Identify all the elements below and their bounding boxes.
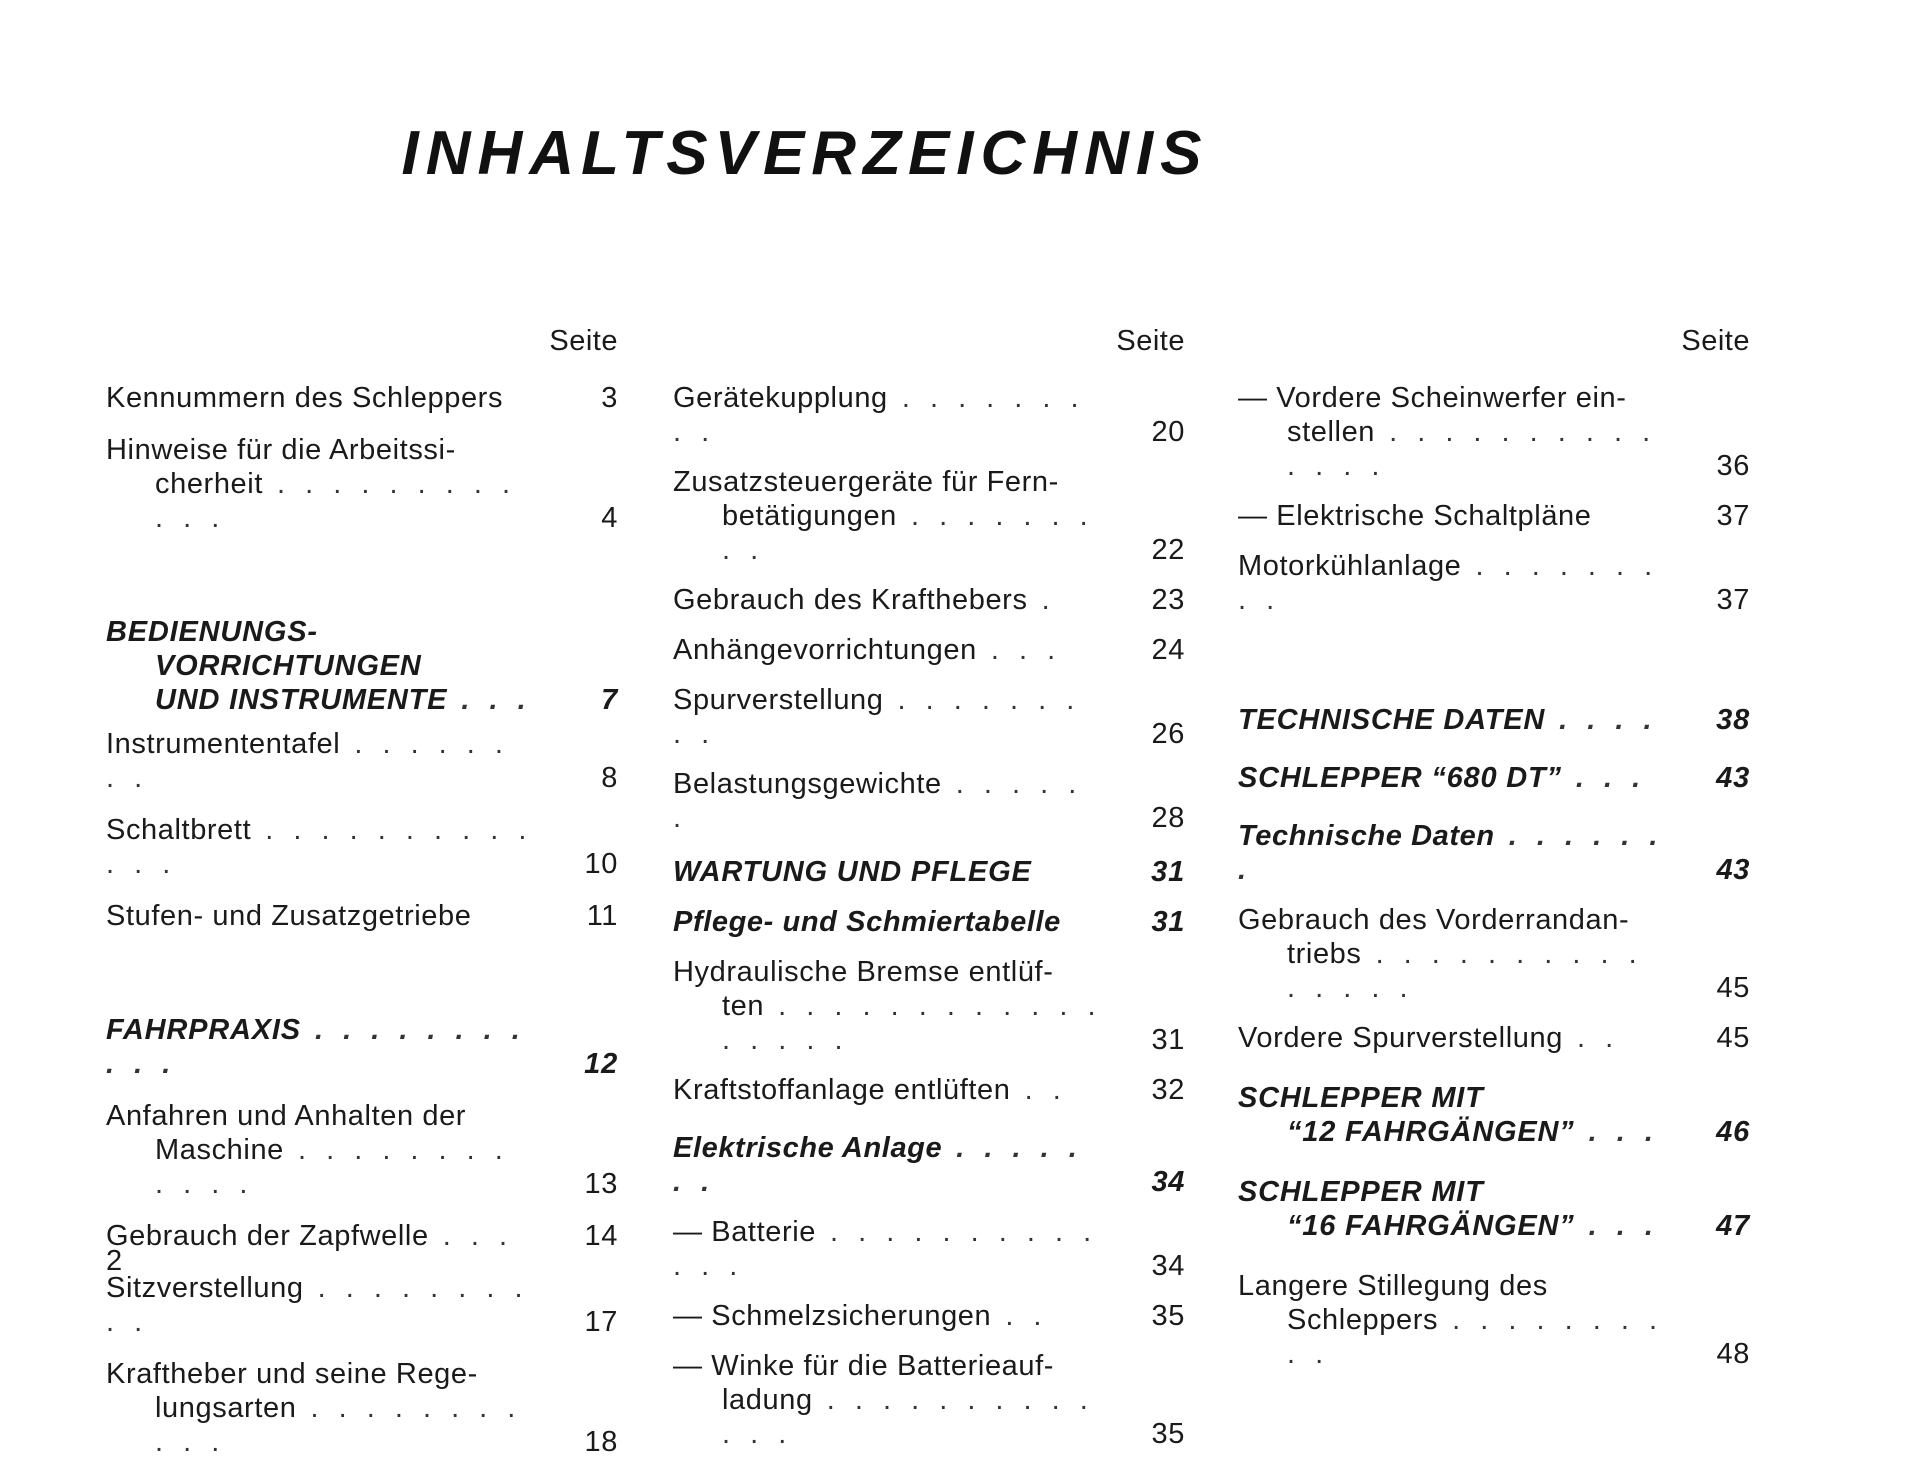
toc-entry-line: TECHNISCHE DATEN . . . . [1238,704,1658,736]
leader-dots: . . . . . . . . . . . . . [673,1216,1098,1282]
toc-entry-title [106,813,536,881]
toc-page-number: 35 [1151,1418,1185,1450]
toc-entry-line: lungsarten . . . . . . . . . . . [155,1392,522,1458]
toc-entry-line: Gebrauch des Vorderrandan- [1238,904,1630,936]
toc-entry-line: Gebrauch der Zapfwelle . . . [106,1220,514,1252]
toc-entry [106,727,618,795]
leader-dots: . . . . . . . . . . . [106,1014,526,1080]
leader-dots: . . . . . . . . . [673,382,1085,448]
leader-dots: . . . . . . . . . [722,500,1094,566]
toc-entry-line: Kraftstoffanlage entlüften . . [673,1074,1067,1106]
toc-entry-title [106,1099,536,1201]
toc-entry [1238,499,1750,533]
toc-page-number: 10 [584,848,618,880]
toc-entry-title [673,767,1103,835]
toc-entry [1238,903,1750,1005]
toc-entry [1238,1081,1750,1149]
toc-entry-line: Vordere Spurverstellung . . [1238,1022,1620,1054]
toc-entry-line: Anfahren und Anhalten der [106,1100,467,1132]
leader-dots: . . . . [1545,704,1658,736]
toc-entry [673,583,1185,617]
toc-entry-line: UND INSTRUMENTE . . . [155,684,532,716]
toc-entry [106,1013,618,1081]
toc-entry [673,1073,1185,1107]
toc-page-number: 45 [1716,1022,1750,1054]
toc-entry-title [673,1215,1103,1283]
toc-entry-title [673,583,1103,617]
toc-entry-title [106,727,536,795]
toc-entry-line: SCHLEPPER “680 DT” . . . [1238,762,1647,794]
toc-entry [673,955,1185,1057]
leader-dots: . . . [447,684,532,716]
toc-entry-title [673,955,1103,1057]
toc-entry-title [673,1349,1103,1451]
leader-dots: . . . . . . . . . . . . . . . [1287,938,1643,1004]
toc-entry-line: — Vordere Scheinwerfer ein- [1238,382,1627,414]
toc-entry-title [1238,1081,1668,1149]
toc-entry [673,855,1185,889]
page-number: 2 [106,1245,123,1277]
toc-page-number: 32 [1151,1074,1185,1106]
toc-page-number: 45 [1716,972,1750,1004]
toc-page-number: 24 [1151,634,1185,666]
toc-entry-line: Gebrauch des Krafthebers . [673,584,1056,616]
leader-dots: . . . . . . . . . . . . . [722,1384,1094,1450]
toc-page-number: 35 [1151,1300,1185,1332]
toc-entry-line: Instrumententafel . . . . . . . . [106,728,509,794]
toc-page-number: 26 [1151,718,1185,750]
toc-entry [106,381,618,415]
toc-entry [106,433,618,535]
toc-entry-title [1238,1269,1668,1371]
toc-page-number: 38 [1716,704,1750,736]
toc-entry-line: Langere Stillegung des [1238,1270,1548,1302]
toc-entry [106,899,618,933]
toc-page-number: 31 [1151,906,1185,938]
toc-entry-line: ladung . . . . . . . . . . . . . [722,1384,1094,1450]
toc-entry-title [106,1219,536,1253]
seite-header: Seite [1116,325,1185,357]
toc-entry-title [673,855,1103,889]
toc-entry [673,381,1185,449]
toc-entry [1238,1269,1750,1371]
toc-entry-line: — Elektrische Schaltpläne [1238,500,1592,532]
toc-page-number: 37 [1716,584,1750,616]
toc-page-number: 11 [586,900,618,932]
toc-entry [673,767,1185,835]
toc-entry [106,615,618,717]
leader-dots: . . . . . . . [1238,820,1664,886]
toc-entry-line: — Winke für die Batterieauf- [673,1350,1055,1382]
toc-entry-title [1238,703,1668,737]
toc-entry-title [673,633,1103,667]
leader-dots: . . . [1561,762,1647,794]
toc-page-number: 34 [1151,1250,1185,1282]
toc-entry-title [1238,761,1668,795]
toc-entry-title [673,683,1103,751]
toc-page-number: 13 [584,1168,618,1200]
leader-dots: . . . . . . . . . . . . [155,1134,509,1200]
toc-entry-line: Kennummern des Schleppers [106,382,504,414]
toc-entry-title [106,1013,536,1081]
leader-dots: . . . . . . . . . . . [155,1392,522,1458]
toc-entry-title [673,905,1103,939]
toc-entry [1238,1175,1750,1243]
toc-page-number: 8 [601,762,618,794]
leader-dots: . [1027,584,1056,616]
toc-entry [673,1299,1185,1333]
page-title: INHALTSVERZEICHNIS [401,119,1209,188]
toc-page-number: 31 [1151,856,1185,888]
toc-entry-line: Pflege- und Schmiertabelle [673,906,1061,938]
toc-entry-title [106,433,536,535]
toc-entry [673,683,1185,751]
toc-entry-title [106,381,536,415]
toc-entry [673,905,1185,939]
toc-entry-title [673,1299,1103,1333]
leader-dots: . . . . . . . . . . . . . [106,814,533,880]
toc-entry-line: betätigungen . . . . . . . . . [722,500,1094,566]
toc-entry [673,465,1185,567]
toc-entry [1238,549,1750,617]
leader-dots: . . . . . . . . . . [1287,1304,1664,1370]
toc-entry-line: Maschine . . . . . . . . . . . . [155,1134,509,1200]
toc-entry-line: cherheit . . . . . . . . . . . . [155,468,517,534]
toc-entry-title [673,381,1103,449]
toc-entry-line: Stufen- und Zusatzgetriebe [106,900,472,932]
toc-entry [106,1357,618,1459]
toc-entry-line: Hydraulische Bremse entlüf- [673,956,1054,988]
leader-dots: . . . . . . [673,768,1083,834]
toc-page-number: 18 [584,1426,618,1458]
toc-column-1 [106,325,618,1459]
toc-entry-title [673,1073,1103,1107]
toc-page-number: 28 [1151,802,1185,834]
toc-entry-line: Schaltbrett . . . . . . . . . . . . . [106,814,533,880]
toc-entry-line: Elektrische Anlage . . . . . . . [673,1132,1083,1198]
toc-entry-line: Zusatzsteuergeräte für Fern- [673,466,1059,498]
leader-dots: . . . . . . . . . [673,684,1081,750]
toc-entry-line: triebs . . . . . . . . . . . . . . . [1287,938,1643,1004]
toc-entry-title [106,899,536,933]
toc-page-number: 3 [601,382,618,414]
toc-entry-title [1238,499,1668,533]
toc-entry-line: Schleppers . . . . . . . . . . [1287,1304,1664,1370]
toc-entry-line: “16 FAHRGÄNGEN” . . . [1287,1210,1659,1242]
toc-entry [106,1219,618,1253]
toc-page-number: 46 [1716,1116,1750,1148]
toc-page-number: 17 [584,1306,618,1338]
toc-entry [106,813,618,881]
toc-page-number: 47 [1716,1210,1750,1242]
toc-page-number: 23 [1151,584,1185,616]
toc-entry [1238,1021,1750,1055]
toc-entry-line: FAHRPRAXIS . . . . . . . . . . . [106,1014,526,1080]
toc-entry-title [673,465,1103,567]
leader-dots: . . [1010,1074,1067,1106]
toc-page-number: 14 [584,1220,618,1252]
leader-dots: . . . [1574,1210,1659,1242]
toc-entry-line: Motorkühlanlage . . . . . . . . . [1238,550,1659,616]
toc-entry-line: VORRICHTUNGEN [155,650,422,682]
toc-page-number: 34 [1151,1166,1185,1198]
toc-entry-line: “12 FAHRGÄNGEN” . . . [1287,1116,1659,1148]
toc-entry-line: Gerätekupplung . . . . . . . . . [673,382,1085,448]
toc-page-number: 31 [1151,1024,1185,1056]
toc-entry-line: Kraftheber und seine Rege- [106,1358,478,1390]
toc-page-number: 36 [1716,450,1750,482]
toc-entry [1238,703,1750,737]
toc-entry-line: Belastungsgewichte . . . . . . [673,768,1083,834]
toc-page-number: 12 [584,1048,618,1080]
toc-entry-title [1238,549,1668,617]
leader-dots: . . . [976,634,1062,666]
toc-entry-line: SCHLEPPER MIT [1238,1176,1484,1208]
leader-dots: . . [991,1300,1048,1332]
toc-entry [106,1099,618,1201]
toc-entry-line: Sitzverstellung . . . . . . . . . . [106,1272,529,1338]
toc-entry-line: Hinweise für die Arbeitssi- [106,434,456,466]
toc-entry-line: Anhängevorrichtungen . . . [673,634,1062,666]
toc-entry [673,1349,1185,1451]
toc-page-number: 7 [601,684,618,716]
leader-dots: . . . . . . . . . . [106,1272,529,1338]
toc-page-number: 22 [1151,534,1185,566]
leader-dots: . . . . . . . . . [1238,550,1659,616]
toc-entry-title [106,615,536,717]
toc-entry-title [106,1271,536,1339]
toc-entry-line: Technische Daten . . . . . . . [1238,820,1664,886]
leader-dots: . . . . . . . . . . . . [155,468,517,534]
toc-entry-line: BEDIENUNGS- [106,616,318,648]
toc-entry [673,1215,1185,1283]
toc-column-3 [1238,325,1750,1371]
toc-page-number: 4 [601,502,618,534]
toc-column-2 [673,325,1185,1451]
toc-entry [106,1271,618,1339]
toc-entry-title [1238,1021,1668,1055]
toc-entry-title [1238,1175,1668,1243]
toc-entry-title [673,1131,1103,1199]
toc-page-number: 37 [1716,500,1750,532]
toc-entry-line: stellen . . . . . . . . . . . . . . [1287,416,1657,482]
leader-dots: . . . [428,1220,514,1252]
toc-entry-line: ten . . . . . . . . . . . . . . . . . [722,990,1102,1056]
toc-page-number: 20 [1151,416,1185,448]
leader-dots: . . . . . . . [673,1132,1083,1198]
toc-entry [1238,819,1750,887]
toc-entry-title [106,1357,536,1459]
seite-header: Seite [1681,325,1750,357]
leader-dots: . . . . . . . . [106,728,509,794]
seite-header: Seite [549,325,618,357]
toc-entry [1238,761,1750,795]
toc-entry-line: — Schmelzsicherungen . . [673,1300,1048,1332]
toc-entry-title [1238,381,1668,483]
leader-dots: . . . . . . . . . . . . . . . . . [722,990,1102,1056]
toc-entry-title [1238,819,1668,887]
leader-dots: . . . [1574,1116,1659,1148]
toc-entry [673,1131,1185,1199]
toc-entry-line: — Batterie . . . . . . . . . . . . . [673,1216,1098,1282]
toc-entry-line: Spurverstellung . . . . . . . . . [673,684,1081,750]
toc-page-number: 43 [1716,762,1750,794]
toc-entry [1238,381,1750,483]
toc-page-number: 43 [1716,854,1750,886]
leader-dots: . . . . . . . . . . . . . . [1287,416,1657,482]
toc-entry-line: WARTUNG UND PFLEGE [673,856,1032,888]
toc-entry-title [1238,903,1668,1005]
toc-entry-line: SCHLEPPER MIT [1238,1082,1484,1114]
leader-dots: . . [1562,1022,1620,1054]
toc-page-number: 48 [1716,1338,1750,1370]
toc-entry [673,633,1185,667]
